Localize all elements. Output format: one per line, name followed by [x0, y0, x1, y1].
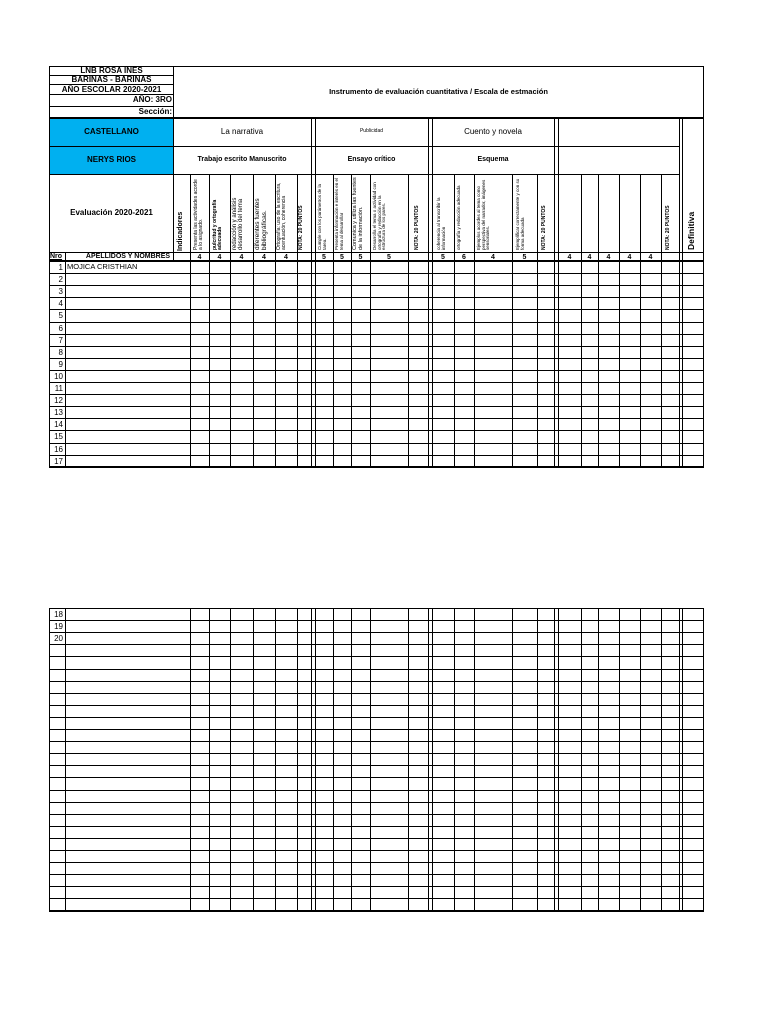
score-b4-1: 4 — [567, 254, 572, 261]
row-number: 5 — [58, 311, 63, 321]
row-number: 11 — [54, 384, 63, 393]
teacher-name: NERYS RIOS — [86, 155, 137, 164]
school-year: AÑO ESCOLAR 2020-2021 — [61, 85, 162, 94]
score-b1-5: 4 — [284, 254, 288, 261]
block3-topic: Cuento y novela — [464, 127, 522, 136]
b2-indicator-3: Comunica y utiliza las fuentes de la información. — [352, 177, 364, 250]
block1-activity: Trabajo escrito Manuscrito — [197, 156, 287, 163]
score-b1-4: 4 — [262, 254, 266, 261]
row-number: 12 — [54, 396, 63, 406]
score-b1-2: 4 — [217, 254, 222, 261]
row-number: 13 — [54, 408, 63, 418]
b2-indicator-1: Cumple con los parámetros de la tarea. — [317, 183, 327, 250]
section: Sección: — [138, 107, 172, 116]
score-b3-2: 6 — [462, 254, 466, 261]
b3-indicator-3: Ejemplos acordes al tema como perspectiva del narrador, imágenes sensoriales. — [476, 179, 491, 250]
row-number: 8 — [58, 347, 63, 357]
score-b2-1: 5 — [322, 254, 326, 261]
score-b1-1: 4 — [197, 254, 202, 261]
instrument-title: Instrumento de evaluación cuantitativa / Escala de estmación — [329, 87, 548, 96]
score-b4-5: 4 — [648, 254, 653, 261]
evaluation-label: Evaluación 2020-2021 — [70, 208, 153, 217]
b1-indicator-2: pulcritud y ortografía adecuada — [212, 199, 224, 250]
b1-indicator-3: redacción y análisis desarrollo del tema — [232, 197, 245, 250]
students-grid-bottom — [49, 608, 704, 911]
names-header: APELLIDOS Y NOMBRES — [85, 253, 171, 260]
row-number: 10 — [54, 371, 63, 381]
block1-topic: La narrativa — [220, 127, 264, 136]
students-grid-top — [49, 261, 704, 467]
b2-indicator-4: Desarrolla el tema o actividad con ortografía y redacción en la estructura de los pares. — [372, 182, 387, 250]
score-b3-1: 5 — [441, 254, 445, 261]
row-number: 1 — [58, 263, 63, 272]
b2-indicator-5: NOTA: 20 PUNTOS — [414, 205, 420, 250]
definitive-label: Definitiva — [686, 211, 696, 250]
row-number: 14 — [54, 420, 63, 430]
score-b4-4: 4 — [627, 254, 632, 261]
score-b4-3: 4 — [606, 254, 611, 261]
b1-indicator-6: NOTA: 20 PUNTOS — [298, 205, 304, 250]
b3-indicator-4: Ejemplificar correctamente y con su forma adecuada — [515, 178, 525, 250]
b3-indicator-1: coherencia al transcribir la información — [436, 197, 446, 250]
row-number: 16 — [54, 444, 63, 454]
row-number: 9 — [58, 359, 63, 369]
score-b3-4: 5 — [522, 254, 527, 261]
score-b2-2: 5 — [340, 254, 344, 261]
school-name: LNB ROSA INES — [80, 66, 143, 75]
score-b2-4: 5 — [387, 254, 391, 261]
score-b3-3: 4 — [491, 254, 495, 261]
score-b2-3: 5 — [358, 254, 363, 261]
nro-label: Nro — [50, 253, 63, 260]
subject-name: CASTELLANO — [84, 127, 139, 136]
b1-indicator-5: Ortografía: uso de la escritura, acentuación, coherencia — [276, 182, 288, 250]
row-number: 6 — [58, 323, 63, 333]
block2-activity: Ensayo crítico — [347, 156, 396, 163]
row-number: 20 — [54, 634, 63, 644]
b3-indicator-5: NOTA: 20 PUNTOS — [541, 205, 547, 250]
b4-indicator-6: NOTA: 20 PUNTOS — [665, 205, 671, 250]
block3-activity: Esquema — [477, 156, 509, 163]
score-b1-3: 4 — [239, 254, 244, 261]
row-number: 18 — [54, 610, 63, 619]
school-city: BARINAS - BARINAS — [71, 75, 152, 84]
indicators-label: Indicadores — [177, 211, 184, 251]
b1-indicator-4: diferentes fuentes bibliográficas. — [254, 198, 268, 250]
row-number: 15 — [54, 432, 63, 442]
score-b4-2: 4 — [587, 254, 592, 261]
grade: AÑO: 3RO — [132, 95, 172, 104]
row-number: 7 — [58, 335, 63, 345]
row-number: 4 — [58, 299, 63, 309]
row-number: 2 — [58, 275, 63, 285]
row-number: 17 — [54, 456, 63, 466]
row-number: 19 — [54, 622, 63, 632]
b2-indicator-2: Presenta información e interés en el tema al desarrollar — [334, 177, 344, 250]
student-name[interactable]: MOJICA CRISTHIAN — [67, 262, 138, 271]
b1-indicator-1: Presenta las actividades acorde a lo asignado. — [193, 179, 205, 250]
block2-topic: Publicidad — [359, 128, 384, 134]
row-number: 3 — [58, 287, 63, 297]
b3-indicator-2: ortografía y redacción adecuada — [456, 185, 461, 250]
